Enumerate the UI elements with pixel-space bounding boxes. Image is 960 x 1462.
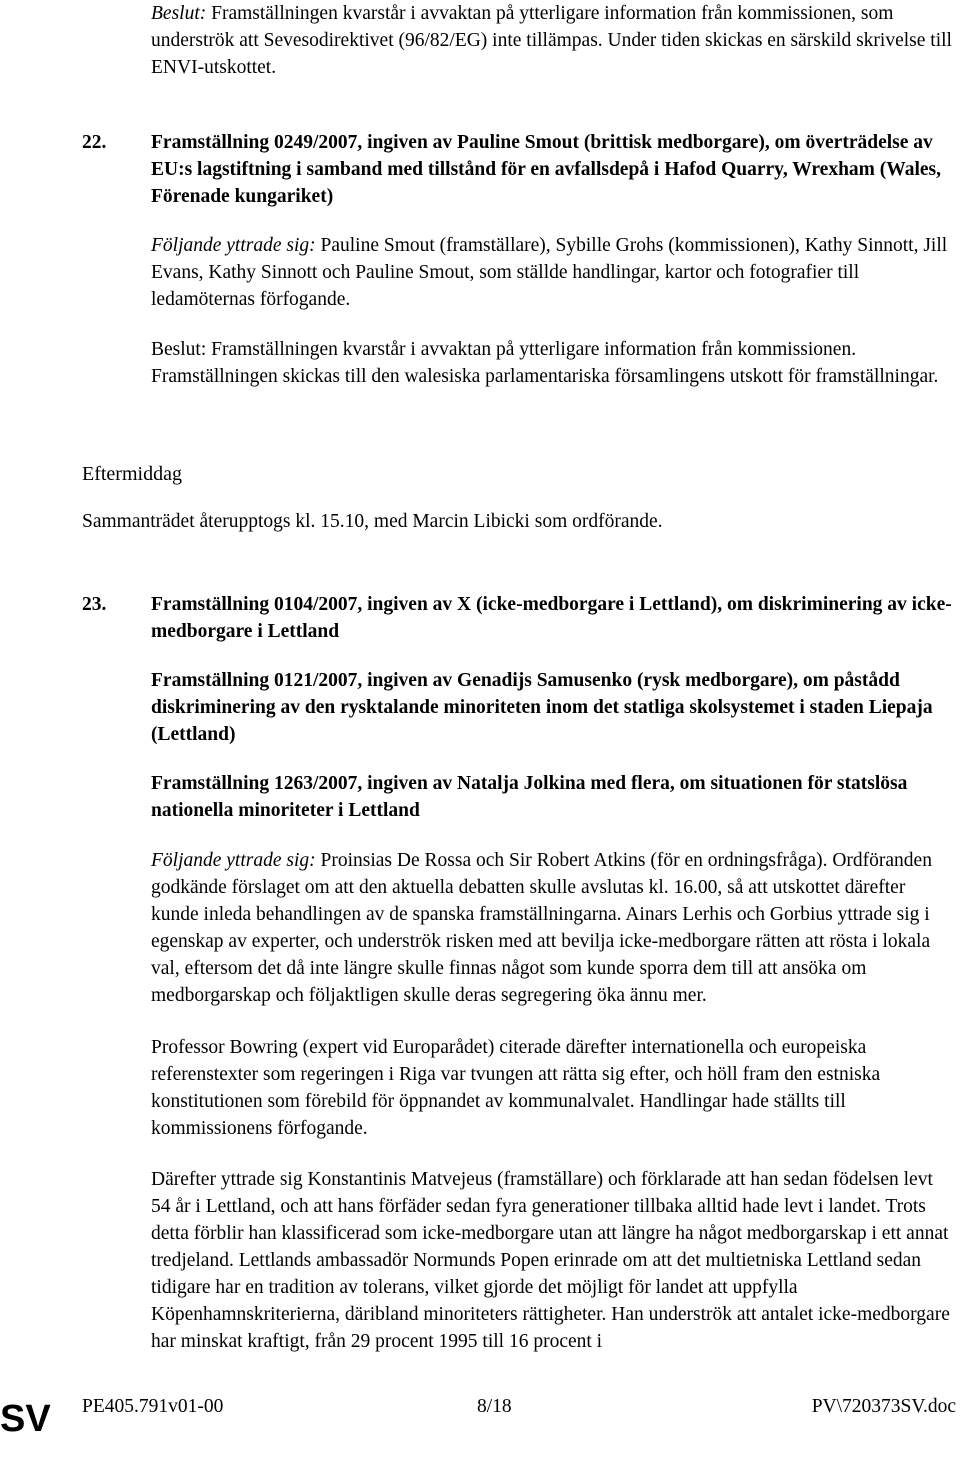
- item22-decision: [151, 336, 956, 390]
- file-name: PV\720373SV.doc: [811, 1396, 956, 1417]
- item22-speakers: [151, 232, 956, 313]
- item23-speakers-continued: Professor Bowring (expert vid Europarådet) citerade därefter internationella och europeiska referenstexter som regeringen i Riga var tvungen att rätta sig efter, och höll fram den estniska konstitutionen som förebild för öppnandet av kommunalvalet. Handlingar hade ställts till kommissionens förfogande.: [151, 1037, 881, 1139]
- decision-label: Beslut:: [151, 339, 207, 360]
- page-footer: [0, 1393, 960, 1423]
- language-code: SV: [0, 1398, 51, 1440]
- item23-title-3: Framställning 1263/2007, ingiven av Natalja Jolkina med flera, om situationen för statslösa nationella minoriteter i Lettland: [151, 773, 908, 821]
- speakers-text: Pauline Smout (framställare), Sybille Grohs (kommissionen), Kathy Sinnott, Jill Evans, Kathy Sinnott och Pauline Smout, som ställde handlingar, kartor och fotografier till ledamöternas förfogande.: [151, 235, 948, 310]
- item-number-22: 22.: [82, 132, 107, 153]
- item-number-23: 23.: [82, 594, 107, 615]
- decision-text: Framställningen kvarstår i avvaktan på ytterligare information från kommissionen, som underströk att Sevesodirektivet (96/82/EG) inte tillämpas. Under tiden skickas en särskild skrivelse till ENVI-utskottet.: [151, 3, 952, 78]
- decision-text: Framställningen kvarstår i avvaktan på ytterligare information från kommissionen. Framställningen skickas till den walesiska parlamentariska församlingens utskott för framställningar.: [151, 339, 939, 387]
- decision-label: Beslut:: [151, 3, 207, 24]
- speakers-label: Följande yttrade sig:: [151, 850, 316, 871]
- session-resumed: Sammanträdet återupptogs kl. 15.10, med Marcin Libicki som ordförande.: [82, 511, 663, 532]
- item21-decision: [151, 0, 956, 81]
- document-id: PE405.791v01-00: [82, 1396, 224, 1417]
- item23-title-2: Framställning 0121/2007, ingiven av Genadijs Samusenko (rysk medborgare), om påstådd diskriminering av den rysktalande minoriteten inom det statliga skolsystemet i staden Liepaja (Lettland): [151, 670, 933, 745]
- item23-speakers: [151, 847, 956, 1009]
- section-heading: Eftermiddag: [82, 463, 182, 485]
- speakers-text: Proinsias De Rossa och Sir Robert Atkins (för en ordningsfråga). Ordföranden godkände förslaget om att den aktuella debatten skulle avslutas kl. 16.00, så att utskottet därefter kunde inleda behandlingen av de spanska framställningarna. Ainars Lerhis och Gorbius yttrade sig i egenskap av experter, och underströk risken med att bevilja icke-medborgare rätten att rösta i lokala val, eftersom det då inte längre skulle finnas något som kunde sporra dem till att ansöka om medborgarskap och följaktligen skulle deras segregering öka ännu mer.: [151, 850, 932, 1006]
- page-number: 8/18: [477, 1396, 512, 1417]
- item23-paragraph: Därefter yttrade sig Konstantinis Matvejeus (framställare) och förklarade att han sedan födelsen levt 54 år i Lettland, och att hans förfäder sedan fyra generationer tillbaka alltid hade levt i landet. Trots detta förblir han klassificerad som icke-medborgare utan att längre ha något medborgarskap i ett annat tredjeland. Lettlands ambassadör Normunds Popen erinrade om att det multietniska Lettland sedan tidigare har en tradition av tolerans, vilket gjorde det möjligt för landet att uppfylla Köpenhamnskriterierna, däribland minoriteters rättigheter. Han underströk att antalet icke-medborgare har minskat kraftigt, från 29 procent 1995 till 16 procent i: [151, 1169, 950, 1352]
- item23-title-1: Framställning 0104/2007, ingiven av X (icke-medborgare i Lettland), om diskriminering av icke-medborgare i Lettland: [151, 594, 952, 642]
- speakers-label: Följande yttrade sig:: [151, 235, 316, 256]
- item22-title: Framställning 0249/2007, ingiven av Pauline Smout (brittisk medborgare), om överträdelse av EU:s lagstiftning i samband med tillstånd för en avfallsdepå i Hafod Quarry, Wrexham (Wales, Förenade kungariket): [151, 132, 942, 207]
